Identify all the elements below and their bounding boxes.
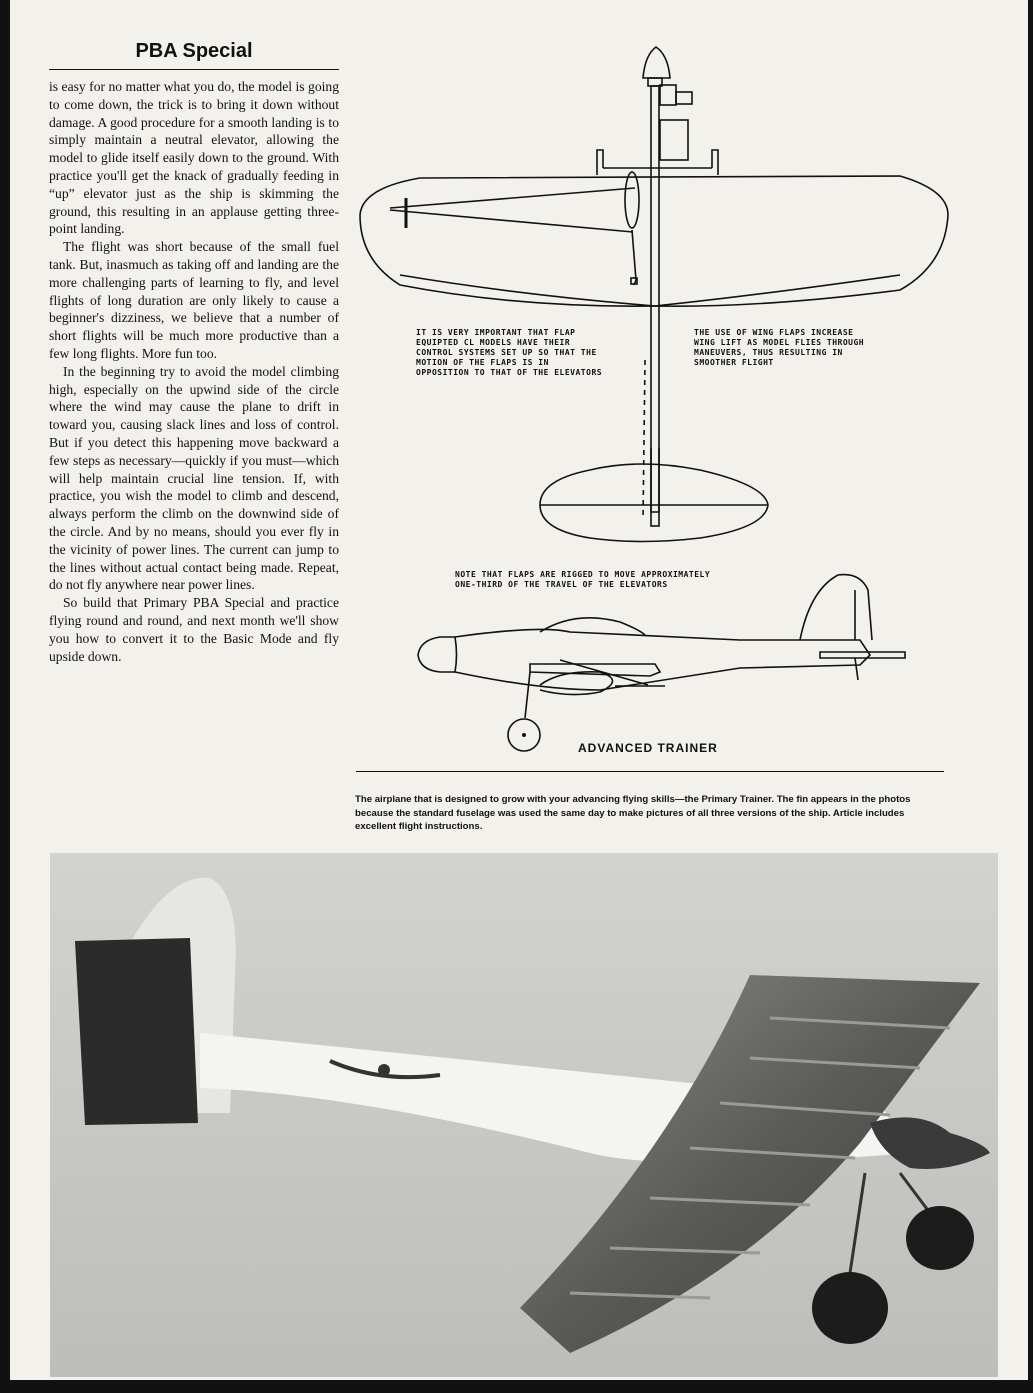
tail-skid	[855, 658, 858, 680]
side-stabilizer	[820, 652, 905, 658]
main-wing-outline	[360, 176, 948, 306]
stabilizer-outline	[540, 464, 768, 542]
flap-line-right	[655, 275, 900, 306]
landing-gear-top-view	[597, 150, 718, 175]
article-column	[49, 40, 339, 665]
engine-head	[660, 85, 676, 105]
caption-divider	[356, 771, 944, 772]
article-paragraph: So build that Primary PBA Special and practice flying round and round, and next month we'll show you how to convert it to the Basic Mode and fly upside down.	[49, 595, 339, 664]
article-heading: PBA Special	[49, 40, 339, 70]
spinner-outline	[643, 47, 670, 78]
note-flap-rigging: NOTE THAT FLAPS ARE RIGGED TO MOVE APPROXIMATELY ONE-THIRD OF THE TRAVEL OF THE ELEVATORS	[455, 570, 711, 589]
side-spinner	[418, 637, 457, 672]
push-rod	[632, 230, 636, 285]
side-wheel-hub	[522, 733, 526, 737]
fuel-tank	[660, 120, 688, 160]
bellcrank	[625, 172, 639, 228]
photo-wheel-rear	[906, 1206, 974, 1270]
article-paragraph: In the beginning try to avoid the model climbing high, especially on the upwind side of the circle where the wind may cause the plane to drift in toward you, causing slack lines and loss of control. But if you detect this happening move backward a few steps as necessary—quickly if you must—which will help maintain crucial line tension. If, with practice, you wish the model to climb and descend, always perform the climb on the downwind side of the circle. And by no means, should you ever fly in the vicinity of power lines. The current can jump to the lines without actual contact being made. Repeat, do not fly anywhere near power lines.	[49, 363, 339, 593]
note-control-systems: IT IS VERY IMPORTANT THAT FLAP EQUIPTED CL MODELS HAVE THEIR CONTROL SYSTEMS SET UP SO THAT THE MOTION OF THE FLAPS IS IN OPPOSITION TO THAT OF THE ELEVATORS	[416, 328, 603, 377]
engine-exhaust	[676, 92, 692, 104]
plans-diagram	[345, 40, 965, 770]
control-lines	[390, 188, 635, 232]
article-paragraph: The flight was short because of the small fuel tank. But, inasmuch as taking off and landing are the more challenging parts of learning to fly, and level flights of long duration are only likely to cause a beginner's dizziness, we believe that a number of short flights will be much more productive than a few long flights. More fun too.	[49, 239, 339, 361]
side-view-label: ADVANCED TRAINER	[578, 741, 718, 755]
photo-caption: The airplane that is designed to grow with your advancing flying skills—the Primary Trainer. The fin appears in the photos because the standard fuselage was used the same day to make pictures of all three versions of the ship. Article includes excellent flight instructions.	[355, 794, 911, 832]
tail-fin	[800, 575, 872, 640]
note-wing-flaps: THE USE OF WING FLAPS INCREASE WING LIFT AS MODEL FLIES THROUGH MANEUVERS, THUS RESULTING IN SMOOTHER FLIGHT	[694, 328, 865, 367]
side-fuselage	[455, 629, 870, 690]
photo-rudder	[75, 938, 198, 1125]
side-landing-gear	[525, 672, 530, 718]
tail-post	[651, 448, 659, 512]
photo-emblem-center	[378, 1064, 390, 1076]
elevator-pushrod	[643, 360, 645, 520]
flight-photo	[50, 853, 998, 1377]
article-paragraph: is easy for no matter what you do, the model is going to come down, the trick is to bring it down without damage. A good procedure for a smooth landing is to simply maintain a neutral elevator, allowing the model to glide itself easily down to the ground. With practice you'll get the knack of gradually feeding in “up” elevator just as the ship is skimming the ground, this resulting in an applause getting three-point landing.	[49, 79, 339, 237]
photo-wheel-front	[812, 1272, 888, 1344]
